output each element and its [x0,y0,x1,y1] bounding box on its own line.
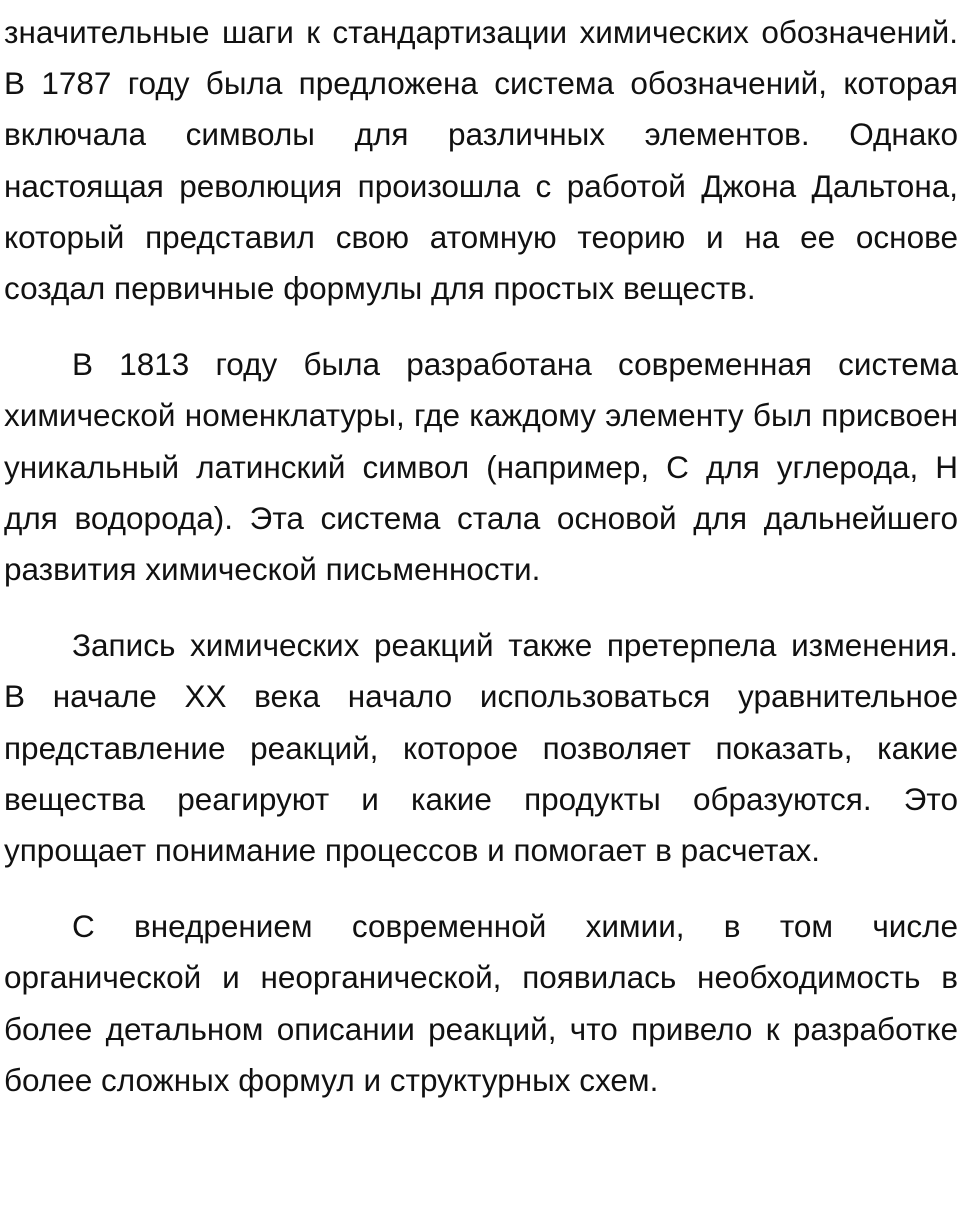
paragraph-1813-nomenclature: В 1813 году была разработана современная система химической номенклатуры, где каждому элементу был присвоен уникальный латинский символ (например, C для углерода, H для водорода). Эта система стала основой для дальнейшего развития химической письменности. [4,346,958,588]
paragraph-modern-chemistry: С внедрением современной химии, в том числе органической и неорганической, появилась необходимость в более детальном описании реакций, что привело к разработке более сложных формул и структурных схем. [4,908,958,1098]
paragraph-continuation: значительные шаги к стандартизации химических обозначений. В 1787 году была предложена система обозначений, которая включала символы для различных элементов. Однако настоящая революция произошла с работой Джона Дальтона, который представил свою атомную теорию и на ее основе создал первичные формулы для простых веществ. [4,14,958,307]
paragraph-chemical-reactions: Запись химических реакций также претерпела изменения. В начале XX века начало использоваться уравнительное представление реакций, которое позволяет показать, какие вещества реагируют и какие продукты образуются. Это упрощает понимание процессов и помогает в расчетах. [4,627,958,869]
document-page [0,7,960,1206]
